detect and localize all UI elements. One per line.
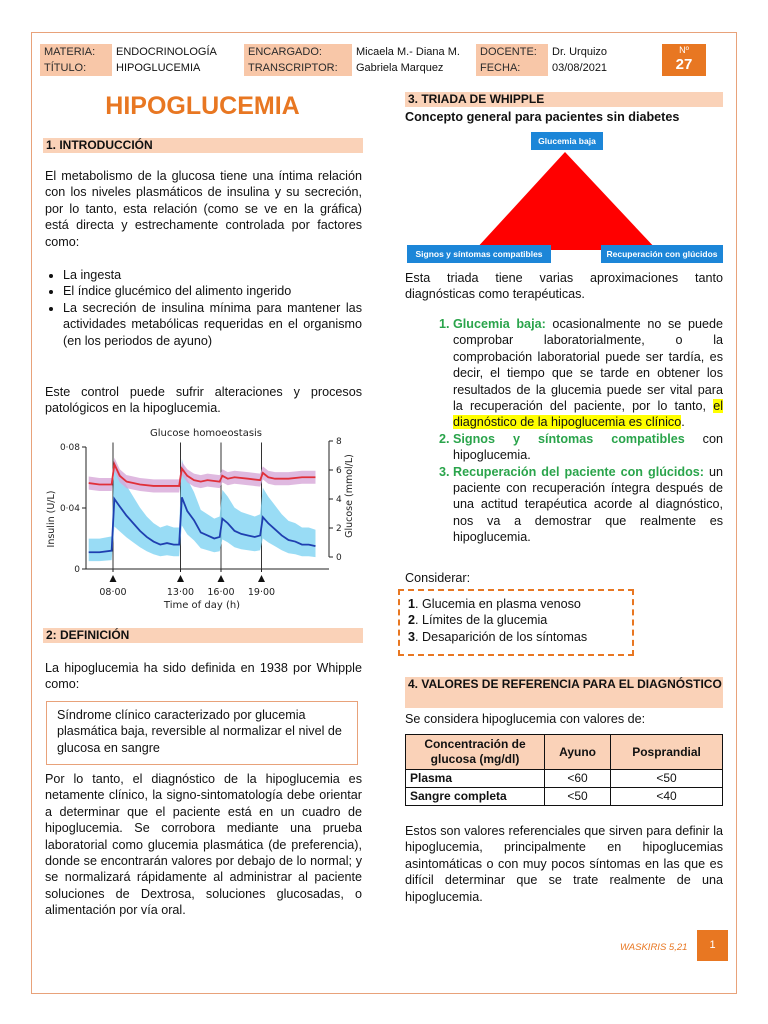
- meal-marker: [177, 575, 184, 582]
- chart-x-axis-label: Time of day (h): [163, 600, 241, 611]
- item-number: 3: [408, 629, 416, 644]
- x-tick-label: 13·00: [166, 587, 195, 598]
- materia-value: ENDOCRINOLOGÍA: [112, 44, 244, 60]
- table-header: Posprandial: [611, 735, 723, 770]
- table-header-row: [406, 735, 723, 770]
- triada-paragraph: Esta triada tiene varias aproximaciones tanto diagnósticas como terapéuticas.: [405, 271, 723, 302]
- table-cell: <60: [545, 770, 611, 788]
- table-cell: Sangre completa: [406, 788, 545, 806]
- encargado-label: ENCARGADO:: [244, 44, 352, 60]
- considerar-label: Considerar:: [405, 571, 471, 585]
- number-label: Nº: [679, 45, 689, 55]
- criterion-text: ocasionalmente no se puede comprobar laboratorialmente, o la comprobación laboratorial puede ser tardía, es decir, el tiempo que se tarde en obtener los resultados de la glucemia puede ser vital para la recuperación del paciente, por lo tanto,: [453, 317, 723, 414]
- chart-title: Glucose homoeostasis: [149, 428, 263, 439]
- criterion-end: .: [681, 415, 685, 430]
- fecha-label: FECHA:: [476, 60, 548, 76]
- document-number-badge: [662, 44, 706, 76]
- y-right-tick-label: 2: [336, 524, 342, 534]
- table-row: [406, 770, 723, 788]
- y-right-tick-label: 8: [336, 437, 342, 447]
- criterion-title: Signos y síntomas compatibles: [453, 431, 685, 446]
- y-right-tick-label: 0: [336, 553, 342, 563]
- y-right-tick-label: 6: [336, 466, 342, 476]
- intro-paragraph-2: Este control puede sufrir alteraciones y procesos patológicos en la hipoglucemia.: [45, 385, 362, 416]
- criterion-text: un paciente con recuperación íntegra después de una actitud terapéutica acorde al diagnóstico, nos va a demostrar que realmente es hipoglucemia.: [453, 464, 724, 545]
- considerar-item: [408, 629, 624, 645]
- item-number: 2: [408, 613, 416, 628]
- valores-paragraph: Estos son valores referenciales que sirven para definir la hipoglucemia, principalmente en hipoglucemias asintomáticas o con muy pocos síntomas en las que es difícil determinar que se trate realmente de una hipoglucemia.: [405, 824, 723, 904]
- titulo-label: TÍTULO:: [40, 60, 112, 76]
- considerar-item: [408, 596, 624, 612]
- criterion-title: Recuperación del paciente con glúcidos:: [453, 464, 704, 479]
- table-cell: <40: [611, 788, 723, 806]
- table-cell: Plasma: [406, 770, 545, 788]
- meal-marker: [110, 575, 117, 582]
- x-tick-label: 08·00: [99, 587, 127, 598]
- triad-box-recuperacion: Recuperación con glúcidos: [601, 245, 723, 263]
- section-heading-introduccion: 1. INTRODUCCIÓN: [43, 138, 363, 153]
- page-title: HIPOGLUCEMIA: [105, 92, 300, 120]
- reference-values-table: [405, 734, 723, 806]
- materia-label: MATERIA:: [40, 44, 112, 60]
- list-item: • El índice glucémico del alimento ingerido: [63, 283, 362, 299]
- titulo-value: HIPOGLUCEMIA: [112, 60, 244, 76]
- criterion-text: con hipoglucemia.: [453, 431, 723, 463]
- definicion-paragraph: La hipoglucemia ha sido definida en 1938 por Whipple como:: [45, 661, 362, 692]
- document-header: [40, 44, 688, 76]
- fecha-value: 03/08/2021: [548, 60, 662, 76]
- considerar-box: [398, 589, 634, 656]
- item-number: 1: [408, 597, 416, 611]
- y-right-tick-label: 4: [336, 495, 342, 505]
- glucose-homeostasis-chart: [44, 424, 364, 614]
- y-left-tick-label: 0·04: [59, 504, 80, 514]
- x-tick-label: 16·00: [207, 587, 235, 598]
- y-left-tick-label: 0: [74, 565, 80, 575]
- criterion-title: Glucemia baja:: [453, 317, 546, 331]
- meal-marker: [258, 575, 265, 582]
- triad-criteria-list: [405, 316, 723, 546]
- page-number: 1: [697, 930, 728, 961]
- item-text: . Límites de la glucemia: [415, 613, 548, 628]
- definition-box: Síndrome clínico caracterizado por glucemia plasmática baja, reversible al normalizar el nivel de glucosa en sangre: [46, 701, 358, 765]
- y-left-tick-label: 0·08: [59, 443, 80, 453]
- chart-y-left-label: Insulin (U/L): [46, 490, 57, 548]
- item-text: . Desaparición de los síntomas: [415, 629, 588, 644]
- encargado-value: Micaela M.- Diana M.: [352, 44, 476, 60]
- section-heading-valores: 4. VALORES DE REFERENCIA PARA EL DIAGNÓSTICO: [405, 677, 723, 708]
- meal-marker: [218, 575, 225, 582]
- x-tick-label: 19·00: [247, 587, 276, 598]
- triada-subtitle: Concepto general para pacientes sin diabetes: [405, 110, 680, 124]
- chart-y-right-label: Glucose (mmol/L): [344, 454, 355, 538]
- intro-bullet-list: [23, 267, 362, 349]
- section-heading-definicion: 2: DEFINICIÓN: [43, 628, 363, 643]
- docente-label: DOCENTE:: [476, 44, 548, 60]
- list-item: • La secreción de insulina mínima para mantener las actividades metabólicas requeridas en el organismo (en los periodos de ayuno): [63, 300, 362, 349]
- valores-intro: Se considera hipoglucemia con valores de:: [405, 712, 646, 726]
- transcriptor-value: Gabriela Marquez: [352, 60, 476, 76]
- list-item: • La ingesta: [63, 267, 362, 283]
- criterion-highlight: el diagnóstico de la hipoglucemia es clínico: [453, 399, 723, 430]
- item-text: . Glucemia en plasma venoso: [415, 597, 581, 611]
- transcriptor-label: TRANSCRIPTOR:: [244, 60, 352, 76]
- list-item: [453, 316, 723, 431]
- table-cell: <50: [545, 788, 611, 806]
- list-item: [453, 431, 723, 464]
- triad-box-signos-sintomas: Signos y síntomas compatibles: [407, 245, 551, 263]
- whipple-triad-diagram: [405, 130, 725, 270]
- footer-text: WASKIRIS 5,21: [620, 942, 688, 953]
- table-cell: <50: [611, 770, 723, 788]
- triad-box-glucemia-baja: Glucemia baja: [531, 132, 603, 150]
- section-heading-triada: 3. TRIADA DE WHIPPLE: [405, 92, 723, 107]
- considerar-item: [408, 612, 624, 628]
- table-header: Concentración de glucosa (mg/dl): [406, 735, 545, 770]
- table-row: [406, 788, 723, 806]
- intro-paragraph: El metabolismo de la glucosa tiene una íntima relación con los niveles plasmáticos de insulina y su secreción, por lo tanto, esta relación (como se ve en la gráfica) está directa y estrechamente controlada por factores como:: [45, 169, 362, 249]
- docente-value: Dr. Urquizo: [548, 44, 662, 60]
- number-value: 27: [675, 56, 693, 73]
- definicion-paragraph-2: Por lo tanto, el diagnóstico de la hipoglucemia es netamente clínico, la signo-sintomatología debe orientar a determinar que el paciente está en un cuadro de hipoglucemia. Se corrobora mediante una prueba laboratorial como glucemia plasmática (de preferencia), donde se encontrarán valores por debajo de lo normal; y se normalizará rápidamente al administrar al paciente soluciones de Dextrosa, soluciones glucosadas, o alimentación por vía oral.: [45, 772, 362, 918]
- list-item: [453, 464, 723, 546]
- table-header: Ayuno: [545, 735, 611, 770]
